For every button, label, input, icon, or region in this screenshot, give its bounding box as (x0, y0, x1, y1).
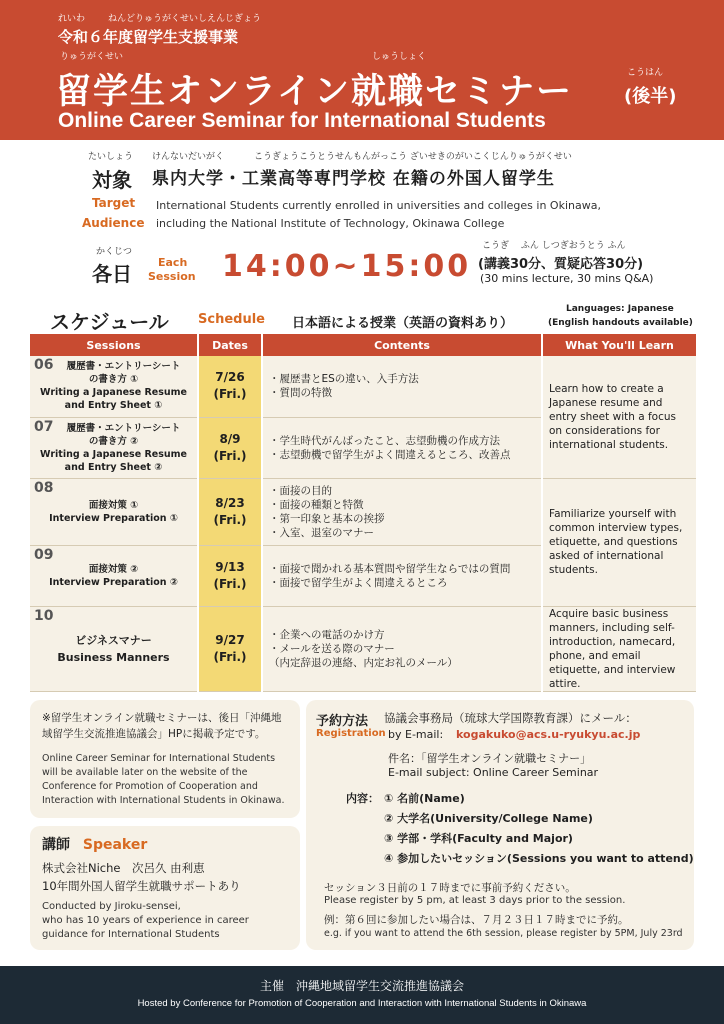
page-title: 留学生オンライン就職セミナー (56, 72, 573, 112)
notice-box (30, 700, 300, 818)
schedule-header-row (30, 334, 696, 356)
target-label-en-1: Target (92, 196, 136, 210)
session-label-en-2: Session (148, 270, 196, 283)
learn-cell (542, 356, 696, 478)
footer (0, 966, 724, 1024)
session-jp-1: 履歴書・エントリーシート (66, 361, 181, 373)
deadline-jp: セッション３日前の１７時までに事前予約ください。 (324, 882, 576, 894)
header-banner (0, 0, 724, 140)
date-day: (Fri.) (213, 387, 247, 402)
date-value: 8/9 (219, 431, 241, 446)
date-cell (198, 545, 262, 606)
target-jp: 県内大学・工業高等専門学校 在籍の外国人留学生 (152, 169, 555, 189)
date-value: 9/13 (215, 559, 245, 574)
header-learn: What You'll Learn (542, 334, 696, 356)
table-row (30, 356, 696, 417)
session-en-1: Interview Preparation ② (49, 576, 178, 588)
target-en-1: International Students currently enrolled in universities and colleges in Okinawa, (156, 199, 601, 212)
registration-box (306, 700, 694, 950)
session-number: 09 (34, 546, 54, 563)
target-label-en-2: Audience (82, 216, 145, 230)
notice-en: Online Career Seminar for International Students will be available later on the website of the Conference for Promotion of Cooperation and Interaction with International Students in Okinawa. (42, 753, 285, 806)
session-cell (30, 545, 198, 606)
content-item: ・志望動機で留学生がよく間違えるところ、改善点 (269, 448, 511, 461)
date-value: 7/26 (215, 370, 245, 385)
content-item: ・面接で留学生がよく間違えるところ (269, 576, 448, 589)
required-item: ③ 学部・学科(Faculty and Major) (384, 832, 573, 845)
speaker-en-1: Conducted by Jiroku-sensei, (42, 901, 181, 912)
session-cell (30, 417, 198, 478)
ruby-project: ねんどりゅうがくせいしえんじぎょう (108, 14, 262, 24)
speaker-name: 株式会社Niche 次呂久 由利恵 (42, 861, 205, 875)
registration-label-en: Registration (316, 728, 386, 739)
header-sessions: Sessions (30, 334, 198, 356)
date-day: (Fri.) (213, 448, 247, 463)
ruby-target-1: けんないだいがく (152, 152, 225, 162)
date-cell (198, 356, 262, 417)
learn-text: Learn how to create a Japanese resume and entry sheet with a focus on considerations for international students. (549, 382, 677, 451)
date-day: (Fri.) (213, 649, 247, 664)
schedule-title-en: Schedule (198, 312, 265, 327)
registration-label: 予約方法 (316, 714, 369, 729)
subject-en: E-mail subject: Online Career Seminar (388, 766, 599, 779)
learn-text: Familiarize yourself with common interview types, etiquette, and questions asked of international students. (549, 508, 683, 576)
schedule-language-en-1: Languages: Japanese (566, 304, 674, 314)
session-en-1: Writing a Japanese Resume (40, 387, 187, 399)
session-note-en: (30 mins lecture, 30 mins Q&A) (480, 272, 654, 285)
session-time: 14:00~15:00 (222, 249, 472, 284)
session-en-1: Interview Preparation ① (49, 512, 178, 524)
content-item: ・入室、退室のマナー (269, 526, 374, 539)
date-cell (198, 417, 262, 478)
ruby-shushoku: しゅうしょく (372, 52, 427, 62)
target-en-2: including the National Institute of Technology, Okinawa College (156, 217, 505, 230)
example-en: e.g. if you want to attend the 6th session, please register by 5PM, July 23rd (324, 928, 683, 939)
example-jp: 例：第６回に参加したい場合は、７月２３日１７時までに予約。 (324, 914, 629, 926)
session-en-1: Business Manners (57, 650, 170, 664)
content-item: ・面接で聞かれる基本質問や留学生ならではの質問 (269, 562, 511, 575)
speaker-label-en: Speaker (82, 837, 148, 853)
ruby-ryugakusei: りゅうがくせい (60, 52, 124, 62)
session-jp-2: の書き方 ② (88, 435, 139, 447)
session-number: 07 (34, 418, 54, 435)
session-number: 10 (34, 607, 54, 624)
required-item: ① 名前(Name) (384, 792, 465, 805)
ruby-session-label: かくじつ (96, 247, 133, 257)
speaker-box (30, 826, 300, 950)
required-item: ④ 参加したいセッション(Sessions you want to attend) (384, 852, 694, 865)
ruby-target-label: たいしょう (88, 152, 134, 162)
session-label: 各日 (92, 262, 132, 286)
speaker-label: 講師 (42, 837, 70, 853)
schedule-table (30, 334, 696, 692)
contents-cell (262, 545, 542, 606)
content-item: ・質問の特徴 (269, 387, 332, 400)
content-item: ・履歴書とESの違い、入手方法 (269, 373, 419, 386)
session-jp-2: の書き方 ① (88, 374, 139, 386)
project-subtitle: 令和６年度留学生支援事業 (58, 28, 239, 46)
date-value: 9/27 (215, 632, 245, 647)
page-title-en: Online Career Seminar for International Students (58, 109, 546, 132)
contents-cell (262, 356, 542, 417)
header-contents: Contents (262, 334, 542, 356)
session-jp-1: ビジネスマナー (75, 633, 152, 647)
session-jp-1: 面接対策 ② (88, 563, 139, 575)
notice-jp: ※留学生オンライン就職セミナーは、後日「沖縄地域留学生交流推進協議会」HPに掲載予定です。 (42, 712, 282, 740)
contents-cell (262, 606, 542, 691)
host-jp: 主催 沖縄地域留学生交流推進協議会 (259, 979, 464, 993)
speaker-desc: 10年間外国人留学生就職サポートあり (42, 879, 241, 893)
content-item: ・面接の目的 (269, 484, 332, 497)
content-item: ・面接の種類と特徴 (269, 498, 364, 511)
content-item: ・企業への電話のかけ方 (269, 628, 385, 641)
date-day: (Fri.) (213, 576, 247, 591)
session-en-1: Writing a Japanese Resume (40, 448, 187, 460)
target-label: 対象 (92, 168, 132, 192)
table-row (30, 606, 696, 691)
date-cell (198, 478, 262, 545)
date-cell (198, 606, 262, 691)
session-cell (30, 478, 198, 545)
learn-cell (542, 606, 696, 691)
subject-jp: 件名：「留学生オンライン就職セミナー」 (388, 752, 592, 765)
ruby-kouhan: こうはん (627, 68, 664, 78)
session-cell (30, 606, 198, 691)
host-en: Hosted by Conference for Promotion of Cooperation and Interaction with International Students in Okinawa (137, 998, 587, 1009)
content-item: （内定辞退の連絡、内定お礼のメール） (269, 656, 458, 669)
content-item: ・学生時代がんばったこと、志望動機の作成方法 (269, 434, 500, 447)
session-cell (30, 356, 198, 417)
table-row (30, 478, 696, 545)
session-jp-1: 履歴書・エントリーシート (66, 422, 181, 434)
contents-cell (262, 478, 542, 545)
learn-text: Acquire basic business manners, including self-introduction, namecard, phone, and email etiquette, and interview attire. (549, 607, 676, 690)
session-jp-1: 面接対策 ① (88, 499, 139, 511)
contents-cell (262, 417, 542, 478)
content-item: ・メールを送る際のマナー (269, 642, 395, 655)
learn-cell (542, 478, 696, 606)
registration-intro: 協議会事務局（琉球大学国際教育課）にメール： (384, 711, 637, 725)
title-suffix: (後半) (624, 86, 677, 107)
session-en-2: and Entry Sheet ② (64, 461, 163, 473)
date-day: (Fri.) (213, 512, 247, 527)
schedule-language-en-2: (English handouts available) (548, 318, 693, 328)
speaker-en-3: guidance for International Students (42, 929, 220, 940)
ruby-session-note: こうぎ ふん しつぎおうとう ふん (482, 241, 626, 251)
date-value: 8/23 (215, 495, 245, 510)
contents-label: 内容： (346, 792, 379, 805)
session-number: 08 (34, 479, 54, 496)
session-label-en-1: Each (158, 256, 188, 269)
email-label: by E-mail: (388, 728, 444, 741)
speaker-en-2: who has 10 years of experience in career (42, 915, 249, 926)
deadline-en: Please register by 5 pm, at least 3 days prior to the session. (324, 895, 626, 906)
session-en-2: and Entry Sheet ① (64, 400, 163, 412)
schedule-language-jp: 日本語による授業（英語の資料あり） (292, 316, 514, 331)
schedule-title: スケジュール (50, 310, 169, 334)
email-address[interactable]: kogakuko@acs.u-ryukyu.ac.jp (456, 728, 641, 741)
ruby-reiwa: れいわ (58, 14, 86, 24)
session-note-jp: (講義30分、質疑応答30分) (478, 257, 644, 272)
header-dates: Dates (198, 334, 262, 356)
required-item: ② 大学名(University/College Name) (384, 812, 593, 825)
session-number: 06 (34, 357, 54, 373)
content-item: ・第一印象と基本の挨拶 (269, 512, 385, 525)
ruby-target-2: こうぎょうこうとうせんもんがっこう ざいせきのがいこくじんりゅうがくせい (254, 152, 572, 162)
